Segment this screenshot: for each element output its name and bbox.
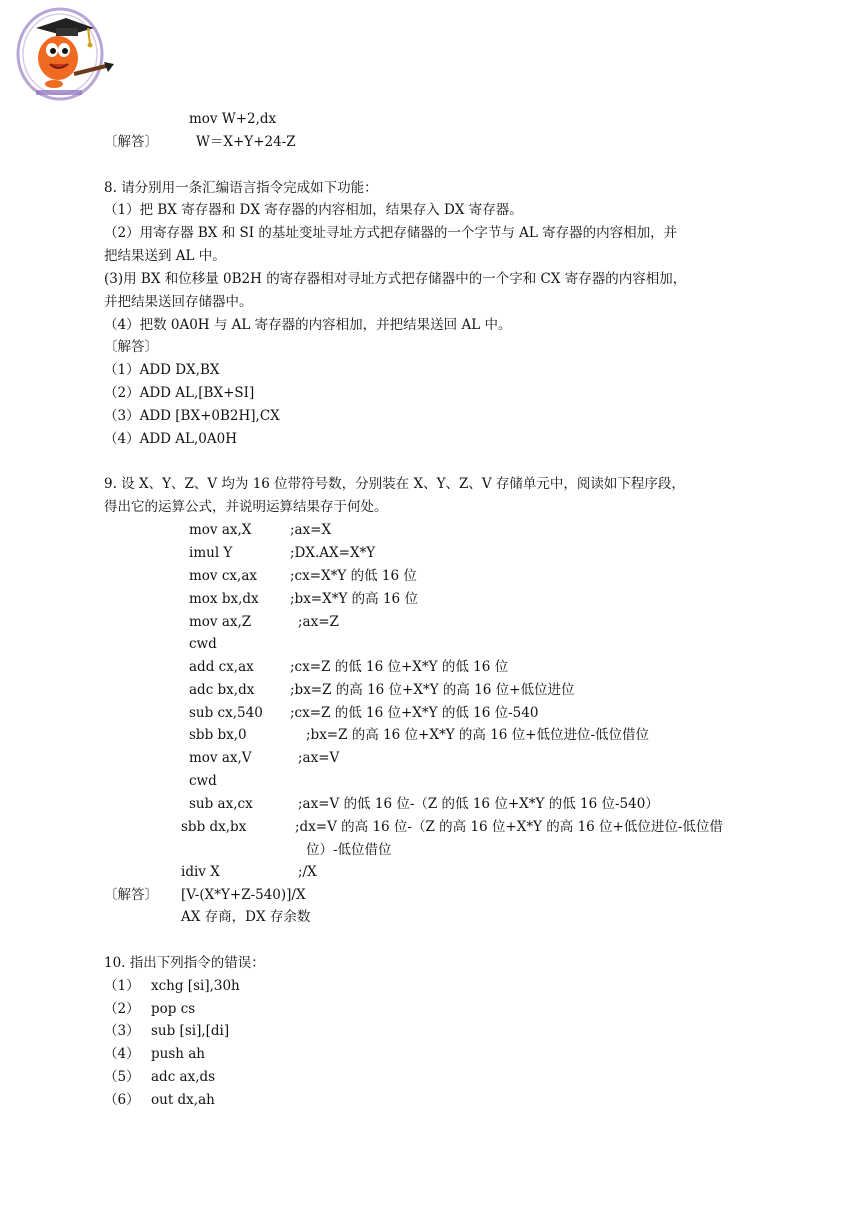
q9-code-ins: sbb bx,0 [189,727,247,743]
intro-answer: W＝X+Y+24-Z [196,134,296,150]
q9-title-b: 得出它的运算公式，并说明运算结果存于何处。 [104,499,388,515]
q8-part-2a: （2）用寄存器 BX 和 SI 的基址变址寻址方式把存储器的一个字节与 AL 寄存器的内容相加，并 [104,225,678,241]
q9-code-ins: adc bx,dx [189,682,255,698]
q9-code-cmt: ;ax=V 的低 16 位-（Z 的低 16 位+X*Y 的低 16 位-540） [298,796,659,812]
q8-title: 8. 请分别用一条汇编语言指令完成如下功能： [104,180,378,196]
q8-part-3b: 并把结果送回存储器中。 [104,294,253,310]
q9-code-ins: mov cx,ax [189,568,257,584]
q8-answer-1: （1）ADD DX,BX [104,362,220,378]
q10-item-num: （1） [104,978,140,994]
q8-part-2b: 把结果送到 AL 中。 [104,248,226,264]
q10-item-text: out dx,ah [151,1092,215,1108]
q8-part-3a: (3)用 BX 和位移量 0B2H 的寄存器相对寻址方式把存储器中的一个字和 CX 寄存器的内容相加， [104,271,687,287]
q9-code-cmt: ;cx=X*Y 的低 16 位 [290,568,417,584]
q10-item-num: （4） [104,1046,140,1062]
q9-code-ins: mov ax,Z [189,614,252,630]
q9-code-ins: sub ax,cx [189,796,253,812]
q10-item-text: pop cs [151,1001,196,1017]
q9-title-a: 9. 设 X、Y、Z、V 均为 16 位带符号数，分别装在 X、Y、Z、V 存储单元中，阅读如下程序段， [104,476,685,492]
q10-title: 10. 指出下列指令的错误： [104,955,265,971]
q9-code-ins: cwd [189,773,217,789]
q9-code-ins: sbb dx,bx [181,819,247,835]
q8-answer-label: 〔解答〕 [104,339,158,355]
q8-part-4: （4）把数 0A0H 与 AL 寄存器的内容相加，并把结果送回 AL 中。 [104,317,512,333]
q10-item-text: xchg [si],30h [151,978,240,994]
q9-code-cmt: ;ax=V [298,750,340,766]
q9-code-cmt: ;bx=Z 的高 16 位+X*Y 的高 16 位+低位进位 [290,682,575,698]
mascot-logo [14,4,116,104]
q9-code-ins: sub cx,540 [189,705,263,721]
q9-answer-a: [V-(X*Y+Z-540)]/X [181,887,306,903]
q9-code-ins: mov ax,X [189,522,252,538]
q10-item-text: sub [si],[di] [151,1023,230,1039]
q10-item-num: （2） [104,1001,140,1017]
q9-code-ins: cwd [189,636,217,652]
q9-code-cmt: ;bx=X*Y 的高 16 位 [290,591,418,607]
q8-answer-2: （2）ADD AL,[BX+SI] [104,385,255,401]
q9-code-cmt: ;cx=Z 的低 16 位+X*Y 的低 16 位-540 [290,705,539,721]
q9-code-cmt: ;ax=X [290,522,332,538]
q9-code-ins: mov ax,V [189,750,252,766]
q9-code-cmt: ;bx=Z 的高 16 位+X*Y 的高 16 位+低位进位-低位借位 [306,727,650,743]
intro-code: mov W+2,dx [189,111,277,127]
q9-code-cmt: 位）-低位借位 [306,842,392,858]
q10-item-num: （3） [104,1023,140,1039]
q10-item-num: （5） [104,1069,140,1085]
q9-code-cmt: ;DX.AX=X*Y [290,545,376,561]
mascot-logo-icon [14,4,116,104]
q9-code-cmt: ;ax=Z [298,614,339,630]
q9-code-cmt: ;cx=Z 的低 16 位+X*Y 的低 16 位 [290,659,509,675]
q8-answer-3: （3）ADD [BX+0B2H],CX [104,408,280,424]
q9-code-ins: add cx,ax [189,659,254,675]
q9-answer-b: AX 存商，DX 存余数 [181,909,311,925]
q9-code-cmt: ;dx=V 的高 16 位-（Z 的高 16 位+X*Y 的高 16 位+低位进位-低位借 [295,819,723,835]
q8-part-1: （1）把 BX 寄存器和 DX 寄存器的内容相加，结果存入 DX 寄存器。 [104,202,523,218]
q10-item-num: （6） [104,1092,140,1108]
q9-answer-label: 〔解答〕 [104,887,158,903]
q9-code-ins: idiv X [181,864,220,880]
q10-item-text: adc ax,ds [151,1069,216,1085]
q9-code-ins: mox bx,dx [189,591,259,607]
q9-code-cmt: ;/X [298,864,317,880]
q8-answer-4: （4）ADD AL,0A0H [104,431,237,447]
q10-item-text: push ah [151,1046,205,1062]
q9-code-ins: imul Y [189,545,233,561]
intro-answer-label: 〔解答〕 [104,134,158,150]
